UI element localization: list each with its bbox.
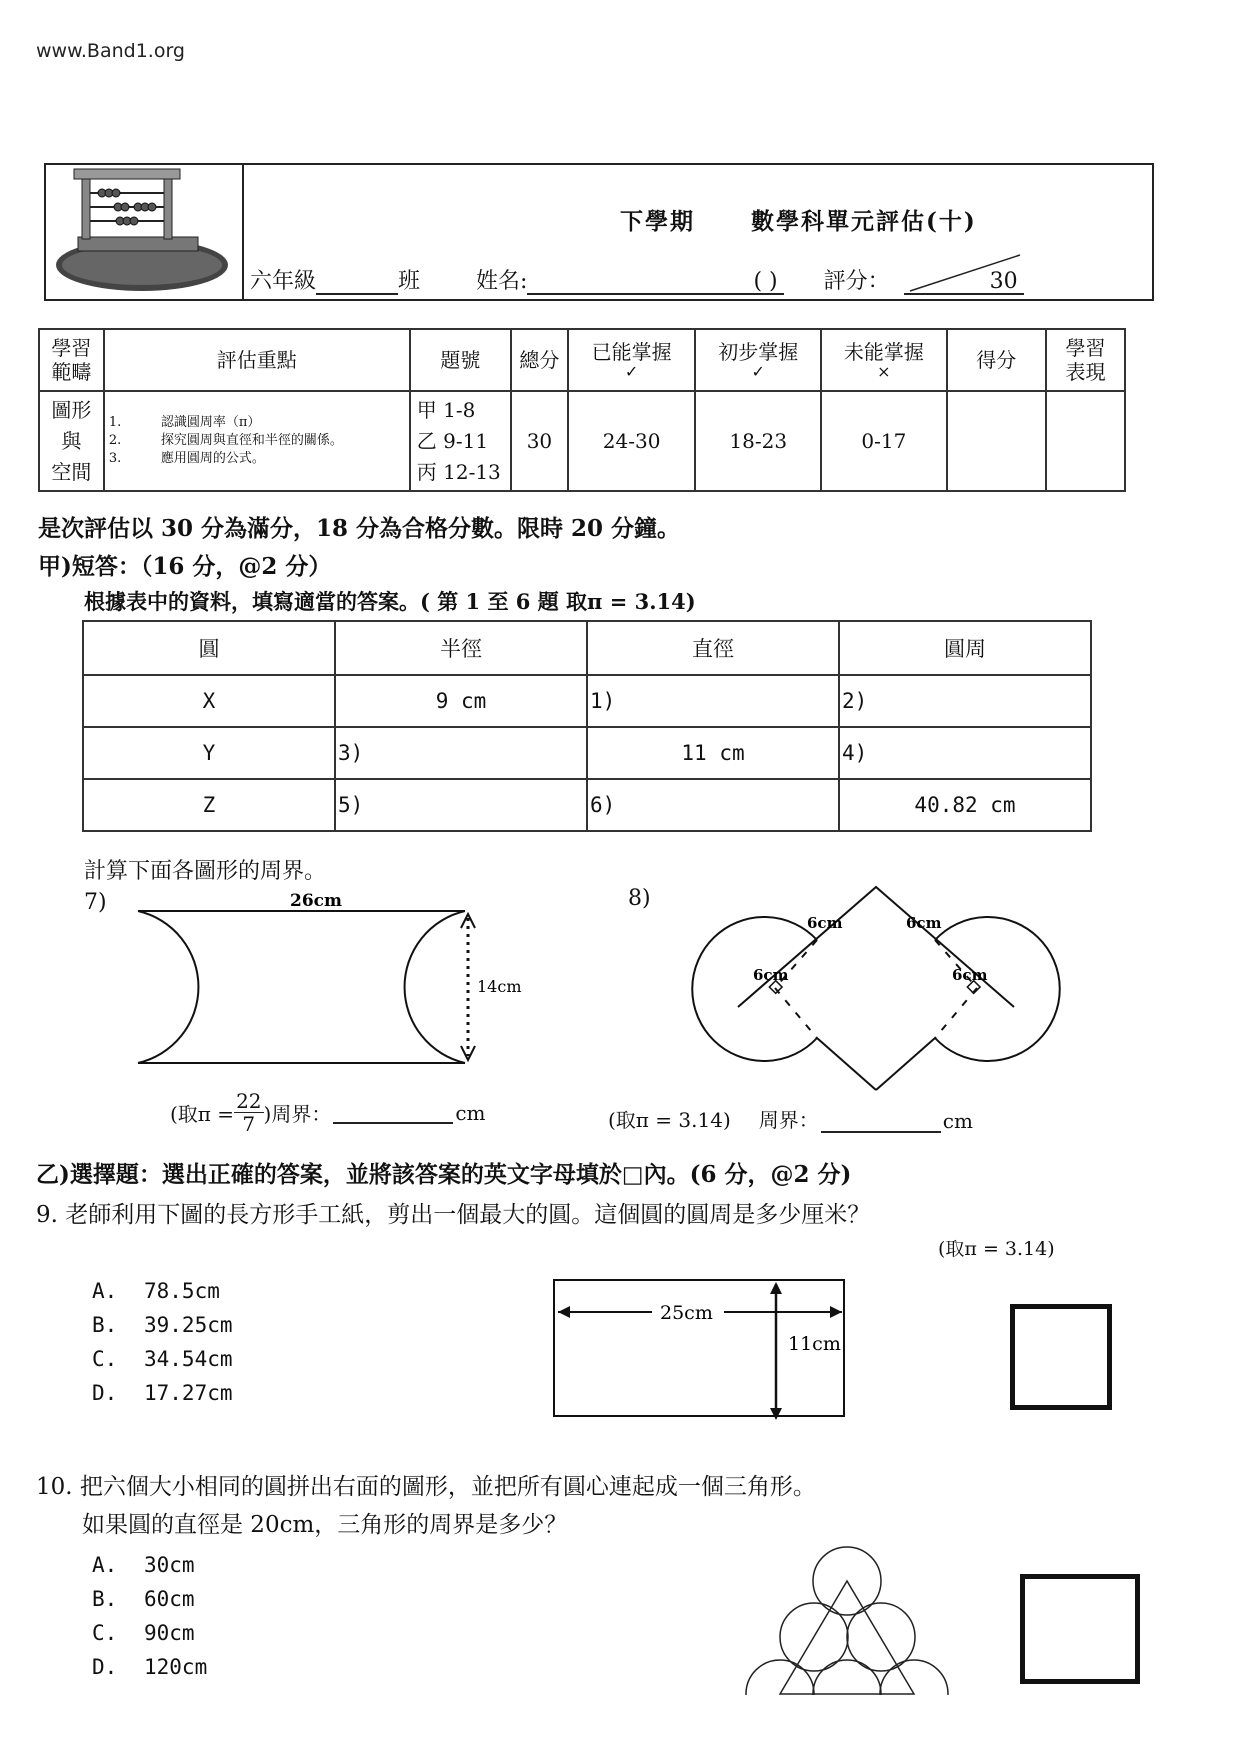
diameter-value: 11 cm <box>587 727 839 779</box>
circle-shape <box>813 1660 881 1695</box>
section-b-heading: 乙)選擇題：選出正確的答案，並將該答案的英文字母填於□內。(6 分，@2 分) <box>36 1161 852 1188</box>
q8-left-radius-bottom <box>775 988 817 1038</box>
table-row <box>83 779 1091 831</box>
focus-number: 1. <box>108 415 122 430</box>
arrow-up-icon <box>770 1282 782 1294</box>
table-intro: 根據表中的資料，填寫適當的答案。( 第 1 至 6 題 取π = 3.14) <box>84 589 696 614</box>
q10-option-d[interactable] <box>92 1650 207 1684</box>
q10-circles-figure <box>730 1520 970 1695</box>
grade-label: 六年級 <box>250 269 317 294</box>
class-number-field[interactable]: ( ) <box>747 269 783 295</box>
name-label: 姓名: <box>476 269 528 294</box>
q8-right-radius-bottom <box>935 988 977 1038</box>
focus-item <box>109 450 409 468</box>
answer-blank-1[interactable]: 1) <box>587 675 839 727</box>
q7-unit: cm <box>455 1100 486 1125</box>
option-letter: A. <box>92 1553 118 1577</box>
q8-answer-label: 周界： <box>758 1108 819 1132</box>
domain-line: 與 <box>61 428 82 453</box>
class-field[interactable] <box>316 269 398 295</box>
option-letter: A. <box>92 1279 118 1303</box>
q8-bottom-right-edge <box>876 1038 935 1090</box>
question-range: 丙 12-13 <box>416 459 501 484</box>
q8-left-circle-arc <box>692 917 817 1061</box>
focus-cell <box>104 391 410 491</box>
circle-name: Y <box>83 727 335 779</box>
q9-option-a[interactable] <box>92 1274 233 1308</box>
option-value: 17.27cm <box>144 1381 233 1405</box>
assessment-title <box>620 203 977 236</box>
score-total: 30 <box>989 269 1018 294</box>
col-diameter: 直徑 <box>587 621 839 675</box>
focus-number: 3. <box>108 451 122 466</box>
mastered-range: 24-30 <box>568 391 696 491</box>
domain-cell <box>39 391 104 491</box>
answer-blank-3[interactable]: 3) <box>335 727 587 779</box>
circle-table <box>82 620 1092 832</box>
arrow-right-icon <box>830 1306 842 1318</box>
circle-shape <box>746 1660 814 1695</box>
half-check-icon: ✓ <box>751 362 765 381</box>
option-value: 39.25cm <box>144 1313 233 1337</box>
initial-label: 初步掌握 <box>718 340 799 364</box>
answer-blank-4[interactable]: 4) <box>839 727 1091 779</box>
score-label: 評分： <box>823 269 890 294</box>
focus-number: 2. <box>108 433 122 448</box>
q8-bottom-left-edge <box>817 1038 876 1090</box>
q8-figure <box>690 880 1070 1100</box>
q7-pi-prefix: (取π = <box>170 1102 235 1126</box>
score-cell[interactable] <box>947 391 1046 491</box>
q9-height-label: 11cm <box>788 1333 841 1355</box>
q10-line1: 10. 把六個大小相同的圓拼出右面的圖形，並把所有圓心連起成一個三角形。 <box>36 1474 816 1500</box>
q8-side-label: 6cm <box>906 914 942 932</box>
cross-icon: × <box>877 362 891 381</box>
q8-side-label: 6cm <box>952 966 988 984</box>
q8-answer-line <box>608 1104 973 1133</box>
mastered-label: 已能掌握 <box>591 340 672 364</box>
not-yet-range: 0-17 <box>821 391 947 491</box>
total-cell: 30 <box>511 391 568 491</box>
q10-option-b[interactable] <box>92 1582 207 1616</box>
objectives-header-row <box>39 329 1125 391</box>
initial-range: 18-23 <box>695 391 821 491</box>
col-domain-label: 學習範疇 <box>51 336 92 384</box>
name-field[interactable] <box>527 269 747 295</box>
section-a-heading: 甲)短答：（16 分，@2 分） <box>38 553 332 580</box>
q9-text: 9. 老師利用下圖的長方形手工紙，剪出一個最大的圓。這個圓的圓周是多少厘米？ <box>36 1202 871 1228</box>
option-value: 30cm <box>144 1553 195 1577</box>
q8-pi-note: (取π = 3.14) <box>608 1108 731 1132</box>
q7-width-label: 26cm <box>290 891 342 911</box>
q7-answer-line <box>170 1090 486 1135</box>
q9-rectangle-figure <box>552 1276 892 1426</box>
q9-option-d[interactable] <box>92 1376 233 1410</box>
objectives-row <box>39 391 1125 491</box>
q9-pi-note: (取π = 3.14) <box>938 1238 1055 1260</box>
logo-cell <box>46 165 244 299</box>
check-icon: ✓ <box>624 362 639 381</box>
q9-answer-box[interactable] <box>1010 1304 1112 1410</box>
option-letter: D. <box>92 1381 118 1405</box>
q9-width-label: 25cm <box>660 1302 713 1324</box>
question-range: 甲 1-8 <box>416 397 476 422</box>
question-range-cell <box>410 391 511 491</box>
col-circle: 圓 <box>83 621 335 675</box>
table-row <box>83 675 1091 727</box>
performance-cell[interactable] <box>1046 391 1125 491</box>
col-domain <box>39 329 104 391</box>
q7-figure <box>120 880 550 1080</box>
circle-table-header <box>83 621 1091 675</box>
fraction-denominator: 7 <box>242 1112 256 1136</box>
circle-name: X <box>83 675 335 727</box>
answer-blank-2[interactable]: 2) <box>839 675 1091 727</box>
q8-unit: cm <box>942 1109 973 1133</box>
col-not-yet <box>821 329 947 391</box>
score-field[interactable] <box>904 269 1024 295</box>
q9-options <box>92 1274 233 1410</box>
q9-option-c[interactable] <box>92 1342 233 1376</box>
title-label: 數學科單元評估(十) <box>751 208 977 235</box>
q10-answer-box[interactable] <box>1020 1574 1140 1684</box>
col-total: 總分 <box>511 329 568 391</box>
q10-option-c[interactable] <box>92 1616 207 1650</box>
q10-option-a[interactable] <box>92 1548 207 1582</box>
q7-right-semicircle <box>405 911 465 1063</box>
col-focus: 評估重點 <box>104 329 410 391</box>
col-mastered <box>568 329 696 391</box>
q8-side-label: 6cm <box>753 966 789 984</box>
q8-answer-blank[interactable] <box>821 1111 941 1133</box>
not-yet-label: 未能掌握 <box>843 340 924 364</box>
domain-line: 圖形 <box>51 397 92 422</box>
option-value: 90cm <box>144 1621 195 1645</box>
q7-answer-blank[interactable] <box>333 1102 453 1124</box>
q10-options <box>92 1548 207 1684</box>
option-letter: B. <box>92 1313 118 1337</box>
question-range: 乙 9-11 <box>416 428 489 453</box>
objectives-table <box>38 328 1126 492</box>
col-radius: 半徑 <box>335 621 587 675</box>
performance-label: 學習表現 <box>1065 336 1106 384</box>
col-score: 得分 <box>947 329 1046 391</box>
domain-line: 空間 <box>51 459 92 484</box>
col-performance <box>1046 329 1125 391</box>
circumference-value: 40.82 cm <box>839 779 1091 831</box>
focus-item <box>109 414 409 432</box>
col-initial <box>695 329 821 391</box>
arrow-left-icon <box>558 1306 570 1318</box>
answer-blank-6[interactable]: 6) <box>587 779 839 831</box>
col-question-no: 題號 <box>410 329 511 391</box>
q7-height-label: 14cm <box>477 977 522 996</box>
focus-text: 應用圓周的公式。 <box>160 451 265 466</box>
option-value: 34.54cm <box>144 1347 233 1371</box>
table-row <box>83 727 1091 779</box>
term-label: 下學期 <box>620 208 695 235</box>
q8-right-circle-arc <box>935 917 1060 1061</box>
student-info-row <box>250 264 1024 295</box>
option-letter: B. <box>92 1587 118 1611</box>
col-circumference: 圓周 <box>839 621 1091 675</box>
focus-text: 認識圓周率（π） <box>160 415 261 430</box>
q8-number: 8) <box>628 886 651 911</box>
arrow-down-icon <box>770 1408 782 1420</box>
focus-text: 探究圓周與直徑和半徑的關係。 <box>160 433 343 448</box>
answer-blank-5[interactable]: 5) <box>335 779 587 831</box>
circle-name: Z <box>83 779 335 831</box>
header-box <box>44 163 1154 301</box>
fraction-numerator: 22 <box>236 1089 262 1113</box>
q8-side-label: 6cm <box>807 914 843 932</box>
q7-number: 7) <box>84 890 107 915</box>
perimeter-intro: 計算下面各圖形的周界。 <box>84 859 327 884</box>
option-value: 120cm <box>144 1655 208 1679</box>
site-url: www.Band1.org <box>36 40 185 62</box>
radius-value: 9 cm <box>335 675 587 727</box>
pi-fraction <box>234 1090 263 1135</box>
option-letter: C. <box>92 1621 118 1645</box>
q7-answer-label: )周界： <box>263 1102 332 1126</box>
q9-option-b[interactable] <box>92 1308 233 1342</box>
option-letter: C. <box>92 1347 118 1371</box>
option-value: 60cm <box>144 1587 195 1611</box>
q10-line2: 如果圓的直徑是 20cm，三角形的周界是多少？ <box>82 1512 568 1538</box>
option-value: 78.5cm <box>144 1279 220 1303</box>
circle-shape <box>880 1660 948 1695</box>
instructions: 是次評估以 30 分為滿分，18 分為合格分數。限時 20 分鐘。 <box>38 515 681 542</box>
option-letter: D. <box>92 1655 118 1679</box>
abacus-logo <box>46 165 240 299</box>
class-label: 班 <box>398 269 421 294</box>
q7-left-semicircle <box>138 911 198 1063</box>
focus-item <box>109 432 409 450</box>
